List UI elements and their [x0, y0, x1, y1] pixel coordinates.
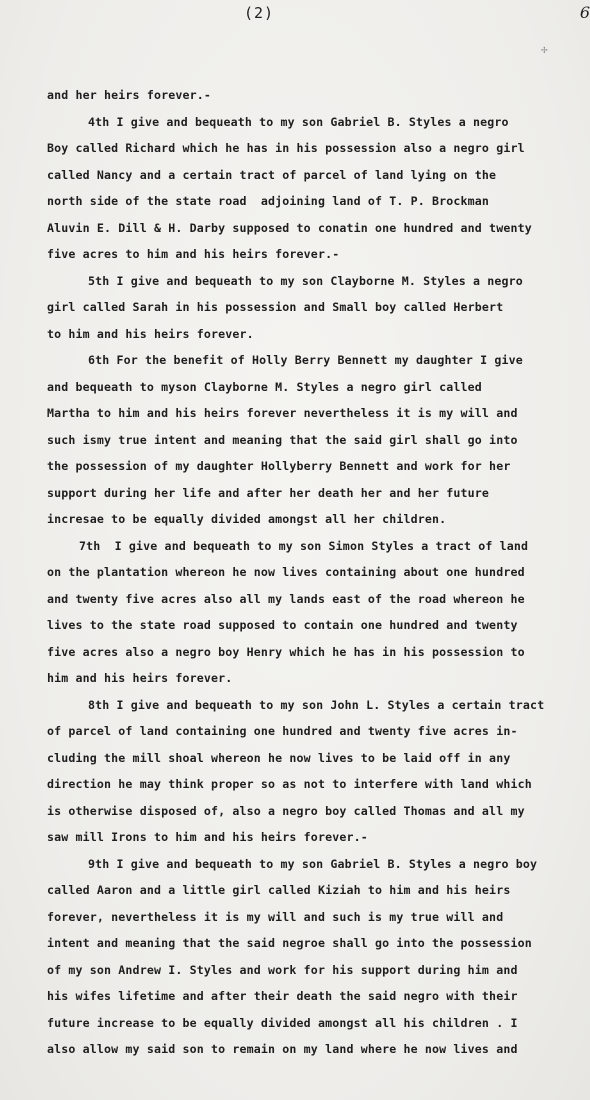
text-line: Aluvin E. Dill & H. Darby supposed to conatin one hundred and twenty — [47, 220, 532, 235]
text-line: called Nancy and a certain tract of parcel of land lying on the — [47, 167, 497, 182]
text-line: future increase to be equally divided amongst all his children . I — [47, 1015, 518, 1030]
text-line: five acres also a negro boy Henry which he has in his possession to — [47, 644, 525, 659]
text-line: and bequeath to myson Clayborne M. Styles a negro girl called — [47, 379, 482, 394]
paper-mark-icon: ✢ — [541, 43, 548, 56]
text-line: of parcel of land containing one hundred and twenty five acres in- — [47, 724, 518, 738]
text-line: on the plantation whereon he now lives containing about one hundred — [47, 565, 525, 579]
text-line: of my son Andrew I. Styles and work for his support during him and — [47, 962, 518, 977]
text-line: to him and his heirs forever. — [47, 326, 254, 341]
text-line: and her heirs forever.- — [47, 88, 211, 102]
text-line: and twenty five acres also all my lands east of the road whereon he — [47, 591, 525, 606]
text-line: intent and meaning that the said negroe shall go into the possession — [47, 936, 532, 950]
text-line: 9th I give and bequeath to my son Gabriel B. Styles a negro boy — [88, 856, 538, 871]
text-line: incresae to be equally divided amongst all her children. — [47, 512, 447, 526]
text-line: Boy called Richard which he has in his possession also a negro girl — [47, 141, 525, 155]
text-line: him and his heirs forever. — [47, 671, 233, 685]
text-line: his wifes lifetime and after their death the said negro with their — [47, 989, 518, 1003]
text-line: saw mill Irons to him and his heirs forever.- — [47, 830, 368, 844]
text-line: Martha to him and his heirs forever nevertheless it is my will and — [47, 406, 518, 420]
text-line: 7th I give and bequeath to my son Simon Styles a tract of land — [79, 538, 529, 553]
corner-page-number: 6 — [579, 3, 590, 22]
page-number: (2) — [243, 4, 275, 22]
text-line: north side of the state road adjoining land of T. P. Brockman — [47, 194, 490, 208]
text-line: the possession of my daughter Hollyberry Bennett and work for her — [47, 459, 511, 473]
text-line: 8th I give and bequeath to my son John L. Styles a certain tract — [88, 697, 545, 712]
text-line: lives to the state road supposed to contain one hundred and twenty — [47, 618, 518, 632]
text-line: called Aaron and a little girl called Kiziah to him and his heirs — [47, 883, 511, 897]
text-line: forever, nevertheless it is my will and such is my true will and — [47, 909, 504, 924]
text-line: 5th I give and bequeath to my son Clayborne M. Styles a negro — [88, 273, 523, 288]
text-line: direction he may think proper so as not to interfere with land which — [47, 777, 532, 791]
text-line: cluding the mill shoal whereon he now lives to be laid off in any — [47, 750, 511, 765]
text-line: girl called Sarah in his possession and Small boy called Herbert — [47, 300, 504, 314]
text-line: 6th For the benefit of Holly Berry Bennett my daughter I give — [88, 353, 523, 367]
text-line: 4th I give and bequeath to my son Gabriel B. Styles a negro — [88, 114, 509, 129]
text-line: is otherwise disposed of, also a negro boy called Thomas and all my — [47, 803, 525, 818]
text-line: also allow my said son to remain on my land where he now lives and — [47, 1042, 518, 1056]
text-line: support during her life and after her death her and her future — [47, 485, 490, 500]
text-line: five acres to him and his heirs forever.- — [47, 247, 340, 261]
text-line: such ismy true intent and meaning that the said girl shall go into — [47, 432, 518, 447]
